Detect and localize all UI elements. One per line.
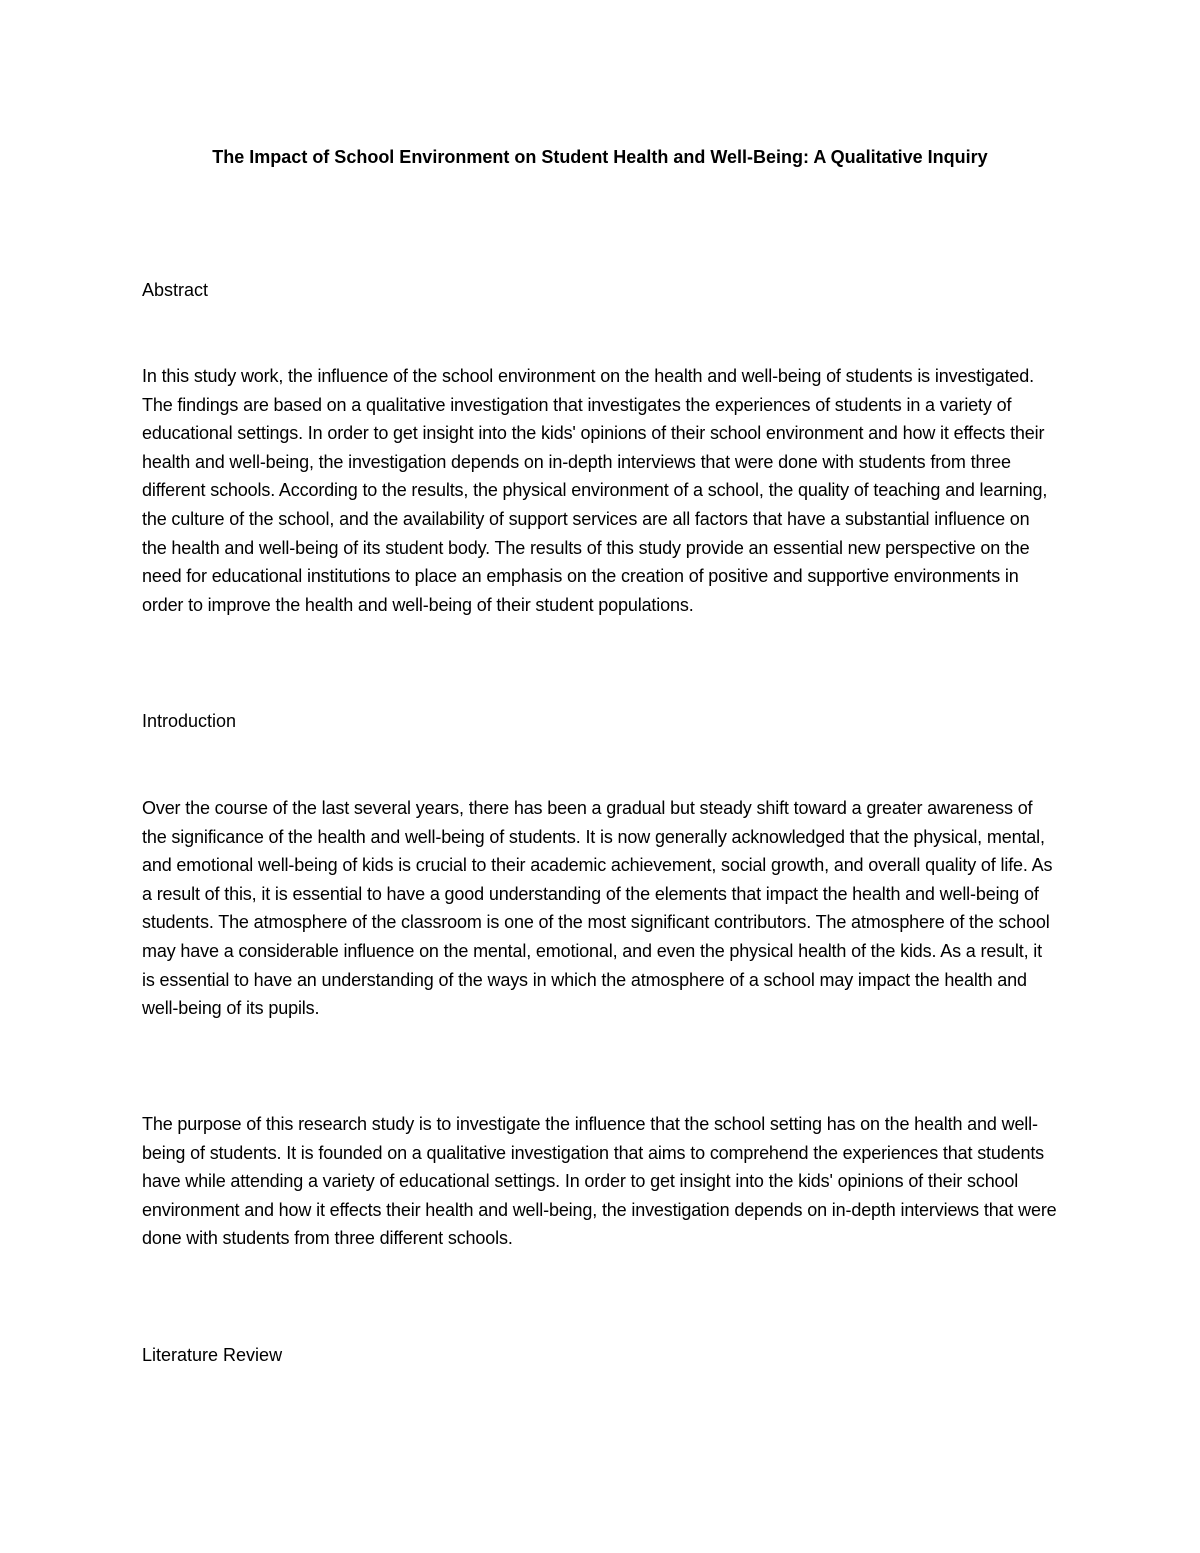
introduction-paragraph-2: The purpose of this research study is to investigate the influence that the school setting has on the health and well-being of students. It is founded on a qualitative investigation that aims to comprehend the experiences that students have while attending a variety of educational settings. In order to get insight into the kids' opinions of their school environment and how it effects their health and well-being, the investigation depends on in-depth interviews that were done with students from three different schools.	[142, 1114, 1057, 1249]
literature-review-heading: Literature Review	[142, 1345, 283, 1365]
abstract-paragraph: In this study work, the influence of the school environment on the health and well-being of students is investigated. The findings are based on a qualitative investigation that investigates the experiences of students in a variety of educational settings. In order to get insight into the kids' opinions of their school environment and how it effects their health and well-being, the investigation depends on in-depth interviews that were done with students from three different schools. According to the results, the physical environment of a school, the quality of teaching and learning, the culture of the school, and the availability of support services are all factors that have a substantial influence on the health and well-being of its student body. The results of this study provide an essential new perspective on the need for educational institutions to place an emphasis on the creation of positive and supportive environments in order to improve the health and well-being of their student populations.	[142, 366, 1048, 615]
document-title: The Impact of School Environment on Student Health and Well-Being: A Qualitative Inquiry	[212, 147, 988, 167]
introduction-heading: Introduction	[142, 711, 237, 731]
introduction-paragraph-1: Over the course of the last several years, there has been a gradual but steady shift toward a greater awareness of the significance of the health and well-being of students. It is now generally acknowledged that the physical, mental, and emotional well-being of kids is crucial to their academic achievement, social growth, and overall quality of life. As a result of this, it is essential to have a good understanding of the elements that impact the health and well-being of students. The atmosphere of the classroom is one of the most significant contributors. The atmosphere of the school may have a considerable influence on the mental, emotional, and even the physical health of the kids. As a result, it is essential to have an understanding of the ways in which the atmosphere of a school may impact the health and well-being of its pupils.	[142, 798, 1053, 1019]
abstract-heading: Abstract	[142, 280, 209, 300]
